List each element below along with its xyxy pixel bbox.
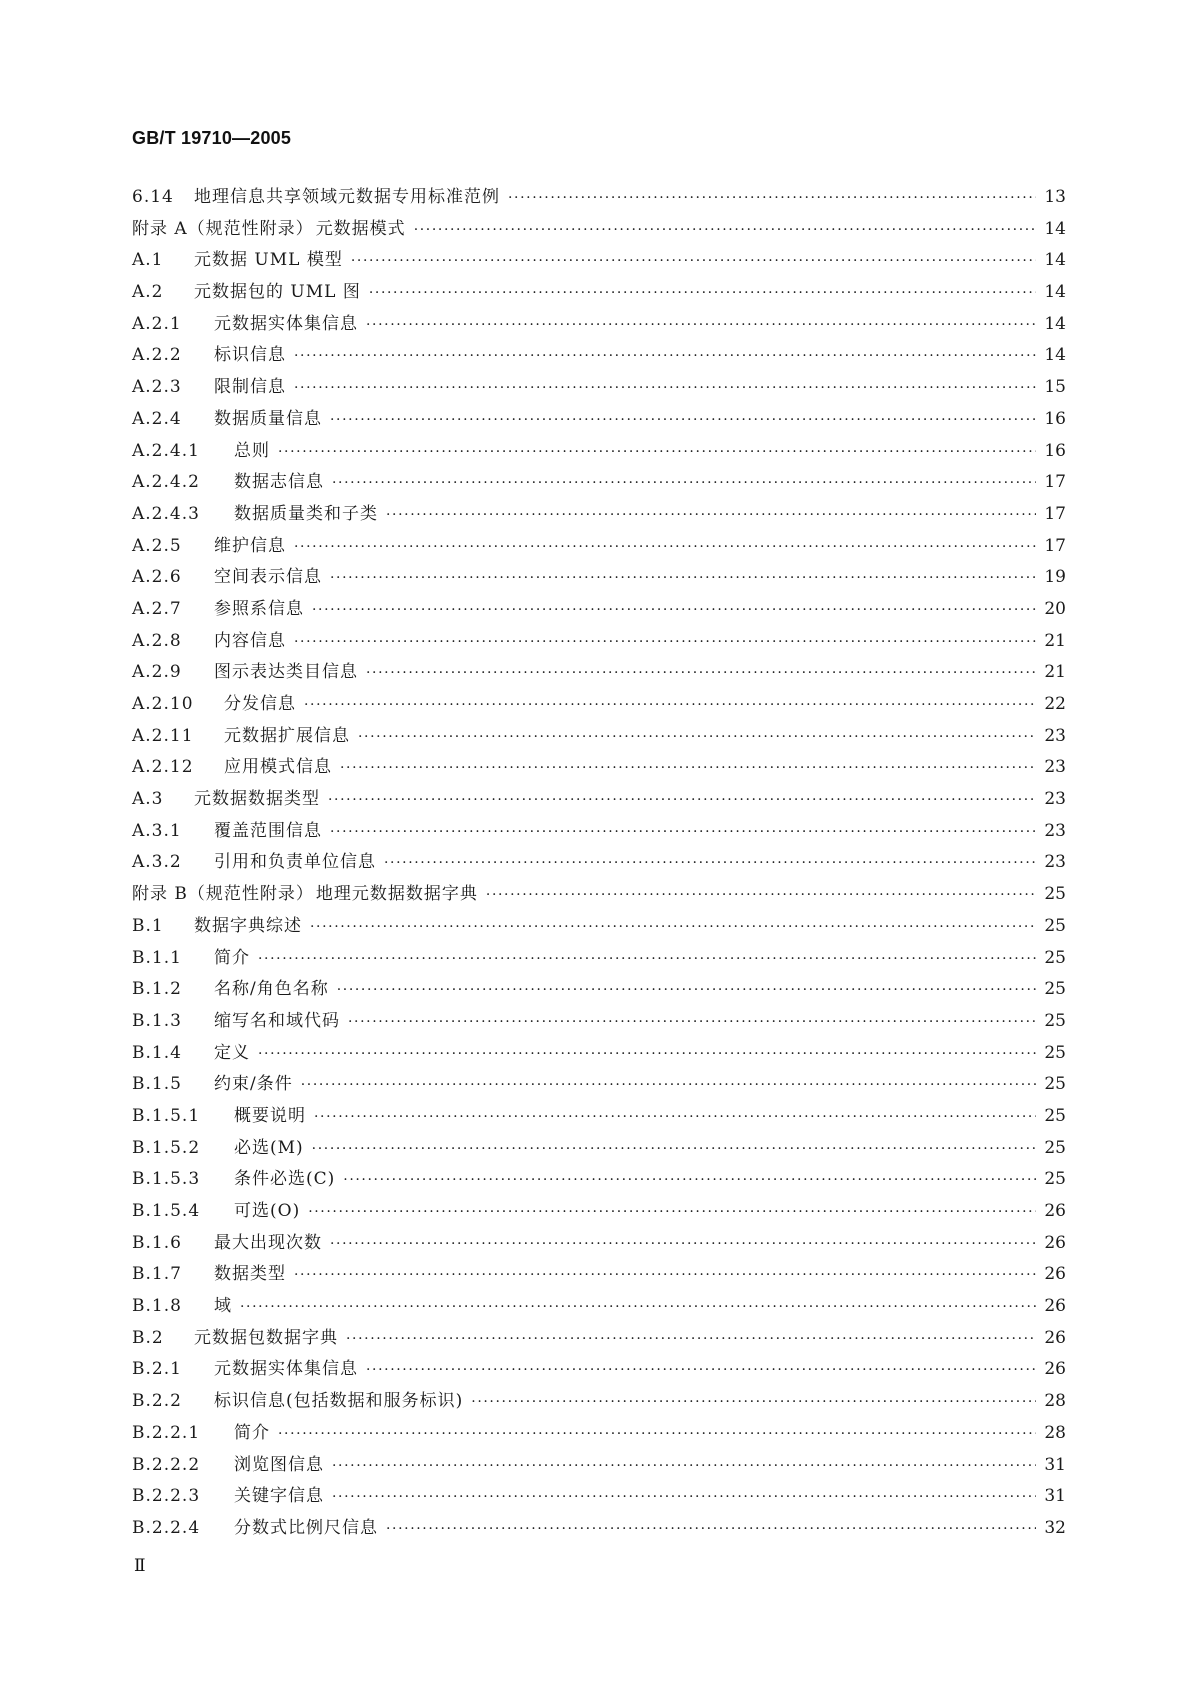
toc-entry[interactable] — [132, 816, 1066, 848]
toc-entry[interactable] — [132, 499, 1066, 531]
toc-entry-page: 25 — [1044, 1010, 1066, 1031]
toc-entry-title: 简介 — [214, 947, 250, 968]
toc-entry-title: 定义 — [214, 1042, 250, 1063]
toc-entry-number: A.2.4 — [132, 408, 182, 429]
standard-code-header: GB/T 19710—2005 — [132, 128, 292, 148]
toc-entry[interactable] — [132, 214, 1066, 246]
toc-dot-leader — [340, 753, 1036, 785]
toc-entry[interactable] — [132, 1481, 1066, 1513]
toc-entry[interactable] — [132, 1386, 1066, 1418]
toc-entry-title: 概要说明 — [234, 1105, 306, 1126]
toc-entry[interactable] — [132, 245, 1066, 277]
toc-entry-number: A.2.2 — [132, 345, 182, 366]
toc-entry[interactable] — [132, 309, 1066, 341]
toc-entry[interactable] — [132, 974, 1066, 1006]
toc-entry-title: 数据质量信息 — [214, 408, 322, 429]
toc-dot-leader — [366, 310, 1036, 342]
toc-dot-leader — [343, 1165, 1036, 1197]
toc-entry-number: A.2 — [132, 282, 164, 303]
toc-entry-page: 17 — [1044, 472, 1066, 493]
toc-dot-leader — [358, 722, 1036, 754]
toc-entry-number: B.2.1 — [132, 1359, 182, 1380]
toc-entry-number: A.2.9 — [132, 662, 182, 683]
toc-entry-page: 14 — [1044, 345, 1066, 366]
toc-dot-leader — [414, 215, 1036, 247]
toc-dot-leader — [366, 658, 1036, 690]
toc-entry-title: 限制信息 — [214, 377, 286, 398]
toc-entry[interactable] — [132, 531, 1066, 563]
toc-entry-page: 13 — [1044, 187, 1066, 207]
toc-entry-title: 名称/角色名称 — [214, 979, 329, 1000]
toc-entry[interactable] — [132, 1101, 1066, 1133]
toc-entry-number: B.2.2.3 — [132, 1486, 201, 1507]
toc-entry-number: A.2.1 — [132, 313, 182, 334]
toc-dot-leader — [314, 1102, 1036, 1134]
toc-entry[interactable] — [132, 689, 1066, 721]
toc-entry[interactable] — [132, 879, 1066, 911]
toc-dot-leader — [258, 944, 1036, 976]
toc-entry-number: A.3.2 — [132, 852, 182, 873]
toc-dot-leader — [304, 690, 1036, 722]
toc-entry-title: 元数据数据类型 — [194, 789, 320, 810]
toc-dot-leader — [386, 500, 1036, 532]
toc-entry[interactable] — [132, 1418, 1066, 1450]
toc-dot-leader — [294, 627, 1036, 659]
toc-entry-page: 25 — [1044, 947, 1066, 968]
toc-entry[interactable] — [132, 752, 1066, 784]
toc-entry-page: 25 — [1044, 1105, 1066, 1126]
toc-entry-number: A.2.12 — [132, 757, 194, 778]
toc-entry-number: A.2.8 — [132, 630, 182, 651]
toc-entry-page: 21 — [1044, 662, 1066, 683]
toc-dot-leader — [486, 880, 1036, 912]
toc-entry-page: 23 — [1044, 852, 1066, 873]
toc-dot-leader — [294, 1260, 1036, 1292]
toc-entry[interactable] — [132, 1354, 1066, 1386]
toc-dot-leader — [366, 1355, 1036, 1387]
toc-entry-page: 28 — [1044, 1391, 1066, 1412]
toc-entry[interactable] — [132, 657, 1066, 689]
toc-entry[interactable] — [132, 784, 1066, 816]
toc-entry-page: 32 — [1044, 1517, 1066, 1538]
toc-entry-number: 附录 A（规范性附录） — [132, 218, 314, 239]
toc-entry-page: 25 — [1044, 915, 1066, 936]
toc-entry-title: 浏览图信息 — [234, 1454, 324, 1475]
toc-entry-title: 域 — [214, 1296, 232, 1317]
toc-entry-number: B.1.1 — [132, 947, 182, 968]
toc-dot-leader — [240, 1292, 1036, 1324]
toc-entry-title: 元数据实体集信息 — [214, 313, 358, 334]
toc-dot-leader — [337, 975, 1036, 1007]
table-of-contents — [132, 182, 1066, 1545]
toc-entry[interactable] — [132, 1069, 1066, 1101]
toc-entry-title: 元数据包的 UML 图 — [194, 282, 361, 303]
toc-entry-title: 地理信息共享领域元数据专用标准范例 — [194, 187, 500, 207]
toc-entry[interactable] — [132, 467, 1066, 499]
toc-entry-number: 6.14 — [132, 187, 174, 207]
toc-entry-number: B.2.2 — [132, 1391, 182, 1412]
toc-entry[interactable] — [132, 1291, 1066, 1323]
toc-entry[interactable] — [132, 372, 1066, 404]
toc-dot-leader — [351, 246, 1036, 278]
toc-dot-leader — [346, 1324, 1036, 1356]
toc-entry[interactable] — [132, 1323, 1066, 1355]
toc-dot-leader — [330, 1229, 1036, 1261]
toc-entry[interactable] — [132, 721, 1066, 753]
toc-entry-number: B.1.3 — [132, 1010, 182, 1031]
toc-entry[interactable] — [132, 943, 1066, 975]
toc-entry-number: A.2.4.3 — [132, 503, 200, 524]
toc-entry-number: A.1 — [132, 250, 164, 271]
toc-entry[interactable] — [132, 911, 1066, 943]
toc-dot-leader — [278, 1419, 1036, 1451]
toc-entry-page: 25 — [1044, 1137, 1066, 1158]
toc-dot-leader — [330, 405, 1036, 437]
page-number: Ⅱ — [134, 1556, 146, 1576]
toc-entry[interactable] — [132, 1038, 1066, 1070]
toc-entry-page: 16 — [1044, 408, 1066, 429]
toc-entry[interactable] — [132, 1196, 1066, 1228]
toc-dot-leader — [301, 1070, 1036, 1102]
toc-entry-title: 必选(M) — [234, 1137, 304, 1158]
toc-entry[interactable] — [132, 1164, 1066, 1196]
toc-entry-page: 23 — [1044, 725, 1066, 746]
toc-entry[interactable] — [132, 562, 1066, 594]
toc-entry-page: 26 — [1044, 1359, 1066, 1380]
toc-entry-page: 14 — [1044, 313, 1066, 334]
toc-entry-number: B.2 — [132, 1327, 164, 1348]
toc-entry-number: B.1.5.4 — [132, 1201, 201, 1221]
toc-entry-number: B.1.5.3 — [132, 1169, 201, 1190]
toc-entry-page: 26 — [1044, 1264, 1066, 1285]
toc-entry-title: 元数据包数据字典 — [194, 1327, 338, 1348]
toc-entry-title: 最大出现次数 — [214, 1232, 322, 1253]
toc-dot-leader — [310, 912, 1036, 944]
toc-entry-page: 31 — [1044, 1486, 1066, 1507]
toc-dot-leader — [294, 373, 1036, 405]
toc-entry[interactable] — [132, 340, 1066, 372]
toc-entry-title: 简介 — [234, 1422, 270, 1443]
toc-dot-leader — [471, 1387, 1036, 1419]
toc-entry-number: A.2.10 — [132, 694, 194, 714]
toc-entry[interactable] — [132, 626, 1066, 658]
toc-dot-leader — [369, 278, 1036, 310]
toc-entry-number: B.1.4 — [132, 1042, 182, 1063]
toc-entry-number: A.2.4.1 — [132, 440, 200, 461]
toc-dot-leader — [278, 437, 1036, 469]
toc-entry-title: 维护信息 — [214, 535, 286, 556]
toc-entry-title: 数据志信息 — [234, 472, 324, 493]
toc-entry-number: A.2.3 — [132, 377, 182, 398]
toc-entry-title: 元数据实体集信息 — [214, 1359, 358, 1380]
toc-dot-leader — [330, 563, 1036, 595]
toc-entry-page: 19 — [1044, 567, 1066, 588]
toc-entry-page: 22 — [1044, 694, 1066, 714]
toc-dot-leader — [330, 817, 1036, 849]
toc-entry-page: 14 — [1044, 218, 1066, 239]
toc-entry-number: A.2.6 — [132, 567, 182, 588]
toc-entry-page: 20 — [1044, 598, 1066, 619]
toc-dot-leader — [294, 532, 1036, 564]
toc-entry-page: 25 — [1044, 1169, 1066, 1190]
toc-entry-title: 元数据扩展信息 — [224, 725, 350, 746]
toc-entry-number: B.2.2.4 — [132, 1517, 201, 1538]
toc-entry-page: 28 — [1044, 1422, 1066, 1443]
toc-dot-leader — [332, 1482, 1036, 1514]
toc-entry-number: B.1.8 — [132, 1296, 182, 1317]
toc-entry[interactable] — [132, 1259, 1066, 1291]
toc-entry-number: B.1.5 — [132, 1074, 182, 1095]
toc-entry-title: 标识信息(包括数据和服务标识) — [214, 1391, 464, 1412]
toc-entry-number: B.1.5.2 — [132, 1137, 201, 1158]
toc-entry[interactable] — [132, 404, 1066, 436]
toc-entry-page: 23 — [1044, 820, 1066, 841]
toc-entry-number: B.1.6 — [132, 1232, 182, 1253]
toc-entry[interactable] — [132, 594, 1066, 626]
toc-entry-title: 参照系信息 — [214, 598, 304, 619]
toc-entry-number: 附录 B（规范性附录） — [132, 884, 314, 905]
toc-entry-page: 25 — [1044, 1074, 1066, 1095]
toc-dot-leader — [348, 1007, 1036, 1039]
toc-dot-leader — [332, 1451, 1036, 1483]
toc-entry-number: B.2.2.2 — [132, 1454, 201, 1475]
toc-entry[interactable] — [132, 847, 1066, 879]
toc-dot-leader — [312, 1134, 1036, 1166]
toc-entry-title: 总则 — [234, 440, 270, 461]
toc-entry[interactable] — [132, 1513, 1066, 1545]
toc-entry-number: A.3.1 — [132, 820, 182, 841]
toc-dot-leader — [384, 848, 1036, 880]
toc-entry[interactable] — [132, 1450, 1066, 1482]
toc-entry[interactable] — [132, 436, 1066, 468]
toc-entry[interactable] — [132, 182, 1066, 214]
toc-entry-page: 14 — [1044, 282, 1066, 303]
toc-entry-page: 17 — [1044, 535, 1066, 556]
toc-entry-title: 分发信息 — [224, 694, 296, 714]
toc-dot-leader — [508, 183, 1036, 215]
toc-entry-number: B.1.7 — [132, 1264, 182, 1285]
toc-entry-page: 23 — [1044, 757, 1066, 778]
toc-entry-number: B.1 — [132, 915, 164, 936]
toc-entry-title: 可选(O) — [234, 1201, 301, 1221]
toc-entry-title: 元数据模式 — [315, 218, 406, 239]
toc-entry-number: A.3 — [132, 789, 164, 810]
toc-dot-leader — [386, 1514, 1036, 1546]
toc-entry-page: 17 — [1044, 503, 1066, 524]
toc-entry-number: B.1.5.1 — [132, 1105, 201, 1126]
toc-entry-page: 15 — [1044, 377, 1066, 398]
toc-entry-page: 25 — [1044, 1042, 1066, 1063]
toc-entry-page: 26 — [1044, 1232, 1066, 1253]
toc-entry-title: 应用模式信息 — [224, 757, 332, 778]
toc-entry[interactable] — [132, 277, 1066, 309]
toc-entry-page: 31 — [1044, 1454, 1066, 1475]
toc-entry-page: 25 — [1044, 979, 1066, 1000]
toc-entry-number: A.2.4.2 — [132, 472, 200, 493]
toc-dot-leader — [258, 1039, 1036, 1071]
toc-dot-leader — [312, 595, 1036, 627]
toc-entry-page: 26 — [1044, 1327, 1066, 1348]
toc-entry-title: 分数式比例尺信息 — [234, 1517, 378, 1538]
toc-entry-title: 关键字信息 — [234, 1486, 324, 1507]
toc-entry-title: 数据质量类和子类 — [234, 503, 378, 524]
toc-entry-title: 标识信息 — [214, 345, 286, 366]
toc-entry-number: A.2.11 — [132, 725, 194, 746]
toc-entry-title: 空间表示信息 — [214, 567, 322, 588]
toc-dot-leader — [294, 341, 1036, 373]
toc-entry[interactable] — [132, 1228, 1066, 1260]
toc-entry-number: A.2.5 — [132, 535, 182, 556]
toc-entry-title: 数据字典综述 — [194, 915, 302, 936]
toc-entry-page: 26 — [1044, 1296, 1066, 1317]
toc-entry-page: 25 — [1044, 884, 1066, 905]
toc-entry-page: 21 — [1044, 630, 1066, 651]
toc-dot-leader — [328, 785, 1036, 817]
toc-entry-title: 数据类型 — [214, 1264, 286, 1285]
toc-entry-title: 约束/条件 — [214, 1074, 293, 1095]
toc-entry-number: A.2.7 — [132, 598, 182, 619]
toc-entry-title: 内容信息 — [214, 630, 286, 651]
toc-entry-page: 14 — [1044, 250, 1066, 271]
toc-entry-title: 条件必选(C) — [234, 1169, 336, 1190]
toc-entry-page: 26 — [1044, 1201, 1066, 1221]
toc-entry-title: 地理元数据数据字典 — [315, 884, 478, 905]
toc-entry[interactable] — [132, 1133, 1066, 1165]
toc-dot-leader — [308, 1197, 1036, 1229]
toc-entry-title: 元数据 UML 模型 — [194, 250, 343, 271]
toc-entry[interactable] — [132, 1006, 1066, 1038]
toc-dot-leader — [332, 468, 1036, 500]
toc-entry-page: 23 — [1044, 789, 1066, 810]
toc-entry-title: 缩写名和域代码 — [214, 1010, 340, 1031]
toc-entry-title: 图示表达类目信息 — [214, 662, 358, 683]
toc-entry-number: B.1.2 — [132, 979, 182, 1000]
toc-entry-title: 覆盖范围信息 — [214, 820, 322, 841]
toc-entry-page: 16 — [1044, 440, 1066, 461]
toc-entry-number: B.2.2.1 — [132, 1422, 201, 1443]
toc-entry-title: 引用和负责单位信息 — [214, 852, 376, 873]
